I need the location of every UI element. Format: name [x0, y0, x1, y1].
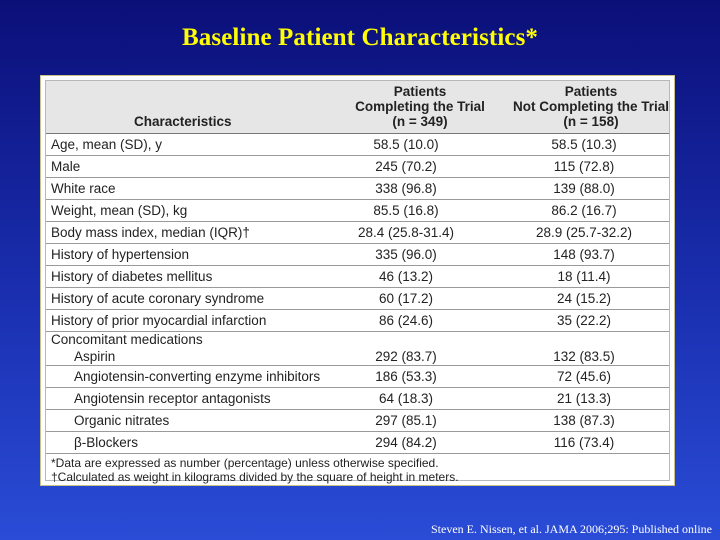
value-not-completing: 18 (11.4) — [557, 269, 611, 284]
value-not-completing: 28.9 (25.7-32.2) — [535, 225, 633, 240]
value-not-completing: 21 (13.3) — [556, 391, 612, 406]
table-row — [46, 432, 669, 454]
row-label: Angiotensin receptor antagonists — [74, 391, 271, 406]
value-not-completing: 115 (72.8) — [553, 159, 615, 174]
table-row — [46, 366, 669, 388]
row-label: History of diabetes mellitus — [51, 269, 213, 284]
value-not-completing: 72 (45.6) — [556, 369, 612, 384]
table-row — [46, 222, 669, 244]
header-completing-line-3: (n = 349) — [392, 114, 448, 129]
row-label: Age, mean (SD), y — [51, 137, 163, 152]
table-row — [46, 244, 669, 266]
table-row — [46, 134, 669, 156]
row-label: White race — [51, 181, 116, 196]
value-completing: 297 (85.1) — [375, 413, 437, 428]
value-not-completing: 138 (87.3) — [553, 413, 615, 428]
group-label: Concomitant medications — [51, 332, 203, 347]
header-not-completing-line-2: Not Completing the Trial — [512, 99, 669, 114]
value-completing: 86 (24.6) — [378, 313, 434, 328]
row-label: Body mass index, median (IQR)† — [51, 225, 250, 240]
value-not-completing: 139 (88.0) — [553, 181, 615, 196]
table-row — [46, 310, 669, 332]
header-characteristics: Characteristics — [134, 114, 232, 129]
value-completing: 28.4 (25.8-31.4) — [357, 225, 455, 240]
value-completing: 294 (84.2) — [375, 435, 437, 450]
table-row — [46, 200, 669, 222]
value-completing: 338 (96.8) — [375, 181, 437, 196]
value-completing: 85.5 (16.8) — [373, 203, 439, 218]
footnote-bmi: †Calculated as weight in kilograms divided by the square of height in meters. — [51, 470, 459, 484]
value-not-completing: 86.2 (16.7) — [551, 203, 617, 218]
value-completing: 64 (18.3) — [378, 391, 434, 406]
header-not-completing — [506, 84, 676, 129]
row-label: β-Blockers — [74, 435, 139, 450]
footnote-data: *Data are expressed as number (percentage) unless otherwise specified. — [51, 456, 439, 470]
row-label: History of prior myocardial infarction — [51, 313, 267, 328]
header-completing-line-1: Patients — [393, 84, 447, 99]
header-not-completing-line-1: Patients — [564, 84, 618, 99]
row-label: History of acute coronary syndrome — [51, 291, 265, 306]
table-header — [46, 81, 669, 134]
row-label: Angiotensin-converting enzyme inhibitors — [74, 369, 321, 384]
value-not-completing: 58.5 (10.3) — [551, 137, 617, 152]
table-frame — [45, 80, 670, 484]
table-row-concomitant-group — [46, 332, 669, 366]
row-label: Organic nitrates — [74, 413, 170, 428]
table-row — [46, 266, 669, 288]
value-not-completing: 35 (22.2) — [556, 313, 612, 328]
value-not-completing: 116 (73.4) — [553, 435, 615, 450]
value-completing: 58.5 (10.0) — [373, 137, 439, 152]
row-label: History of hypertension — [51, 247, 190, 262]
value-not-completing: 148 (93.7) — [553, 247, 615, 262]
header-completing-line-2: Completing the Trial — [355, 99, 485, 114]
table-row — [46, 388, 669, 410]
row-label: Male — [51, 159, 81, 174]
header-completing — [346, 84, 494, 129]
value-completing: 60 (17.2) — [378, 291, 434, 306]
table-row — [46, 410, 669, 432]
value-completing: 292 (83.7) — [375, 349, 437, 364]
table-row — [46, 178, 669, 200]
value-completing: 245 (70.2) — [375, 159, 437, 174]
table-row — [46, 288, 669, 310]
row-label: Aspirin — [74, 349, 116, 364]
value-not-completing: 132 (83.5) — [553, 349, 615, 364]
characteristics-table — [40, 75, 675, 486]
row-label: Weight, mean (SD), kg — [51, 203, 188, 218]
value-completing: 46 (13.2) — [378, 269, 434, 284]
value-completing: 335 (96.0) — [375, 247, 437, 262]
citation: Steven E. Nissen, et al. JAMA 2006;295: Published online — [431, 522, 712, 536]
table-row — [46, 156, 669, 178]
value-not-completing: 24 (15.2) — [556, 291, 612, 306]
header-not-completing-line-3: (n = 158) — [563, 114, 619, 129]
slide-title: Baseline Patient Characteristics* — [182, 24, 538, 51]
value-completing: 186 (53.3) — [375, 369, 437, 384]
